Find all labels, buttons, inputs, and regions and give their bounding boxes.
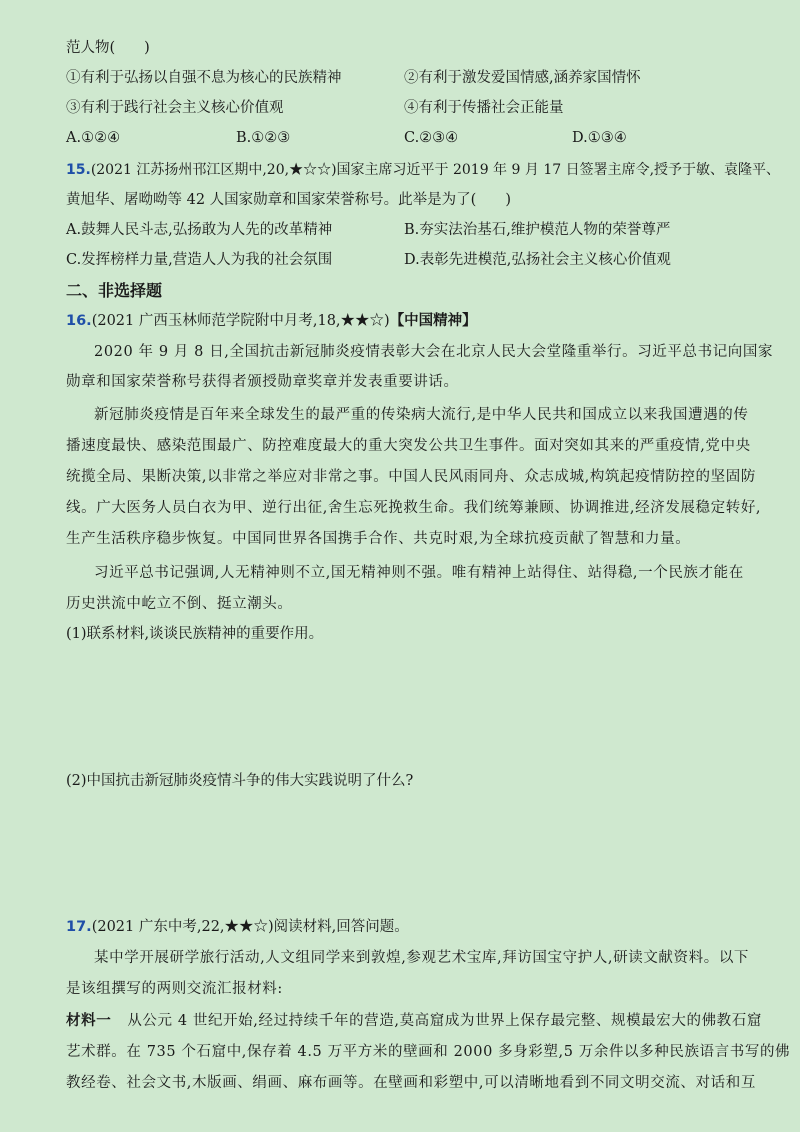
q16-paragraph-2-line-2: 播速度最快、感染范围最广、防控难度最大的重大突发公共卫生事件。面对突如其来的严重疫情,党中央 [66,438,751,454]
q16-source: (2021 广西玉林师范学院附中月考,18,★★☆) [91,313,390,329]
q16-paragraph-1-line-1: 2020 年 9 月 8 日,全国抗击新冠肺炎疫情表彰大会在北京人民大会堂隆重举行。习近平总书记向国家 [94,344,774,360]
q14-choice-b: B.①②③ [236,130,291,146]
q15-choice-c: C.发挥榜样力量,营造人人为我的社会氛围 [66,252,333,268]
q14-statement-3: ③有利于践行社会主义核心价值观 [66,100,284,116]
q14-choice-d: D.①③④ [572,130,627,146]
q14-statement-1: ①有利于弘扬以自强不息为核心的民族精神 [66,70,342,86]
q17-material-1-text: 从公元 4 世纪开始,经过持续千年的营造,莫高窟成为世界上保存最完整、规模最宏大的佛教石窟 [127,1013,762,1029]
q17-intro-line-2: 是该组撰写的两则交流汇报材料: [66,981,283,997]
section-heading: 二、非选择题 [66,281,163,300]
q16-paragraph-1-line-2: 勋章和国家荣誉称号获得者颁授勋章奖章并发表重要讲话。 [66,374,459,390]
q15-choice-a: A.鼓舞人民斗志,弘扬敢为人先的改革精神 [66,222,333,238]
q16-subquestion-1: (1)联系材料,谈谈民族精神的重要作用。 [66,626,324,642]
q16-subquestion-2: (2)中国抗击新冠肺炎疫情斗争的伟大实践说明了什么? [66,773,414,789]
q16-paragraph-2-line-4: 线。广大医务人员白衣为甲、逆行出征,舍生忘死挽救生命。我们统筹兼顾、协调推进,经济发展稳定转好, [66,500,762,516]
q15-choice-d: D.表彰先进模范,弘扬社会主义核心价值观 [404,252,671,268]
q16-paragraph-2-line-1: 新冠肺炎疫情是百年来全球发生的最严重的传染病大流行,是中华人民共和国成立以来我国遭遇的传 [94,407,749,423]
q15-stem-line-1 [66,160,780,180]
q15-stem-line-2: 黄旭华、屠呦呦等 42 人国家勋章和国家荣誉称号。此举是为了( ) [66,192,511,208]
q16-number: 16. [66,313,92,329]
q17-material-1-label: 材料一 [66,1013,112,1029]
q17-number: 17. [66,919,92,935]
q14-statement-2: ②有利于激发爱国情感,涵养家国情怀 [404,70,641,86]
q14-stem-tail: 范人物( ) [66,40,150,56]
q17-material-1-line-1 [66,1011,762,1031]
q17-header [66,917,409,937]
q17-stem: (2021 广东中考,22,★★☆)阅读材料,回答问题。 [91,919,409,935]
q16-paragraph-2-line-3: 统揽全局、果断决策,以非常之举应对非常之事。中国人民风雨同舟、众志成城,构筑起疫情防控的坚固防 [66,469,756,485]
q15-choice-b: B.夯实法治基石,维护模范人物的荣誉尊严 [404,222,671,238]
q15-stem-text: (2021 江苏扬州邗江区期中,20,★☆☆)国家主席习近平于 2019 年 9 月 17 日签署主席令,授予于敏、袁隆平、 [90,162,781,178]
q14-statement-4: ④有利于传播社会正能量 [404,100,564,116]
q16-paragraph-3-line-2: 历史洪流中屹立不倒、挺立潮头。 [66,596,293,612]
q17-intro-line-1: 某中学开展研学旅行活动,人文组同学来到敦煌,参观艺术宝库,拜访国宝守护人,研读文献资料。以下 [94,950,750,966]
q16-paragraph-3-line-1: 习近平总书记强调,人无精神则不立,国无精神则不强。唯有精神上站得住、站得稳,一个民族才能在 [94,565,744,581]
q15-number: 15. [66,162,91,178]
q16-paragraph-2-line-5: 生产生活秩序稳步恢复。中国同世界各国携手合作、共克时艰,为全球抗疫贡献了智慧和力量。 [66,531,691,547]
q17-material-1-line-2: 艺术群。在 735 个石窟中,保存着 4.5 万平方米的壁画和 2000 多身彩塑,5 万余件以多种民族语言书写的佛 [66,1044,791,1060]
q16-header [66,311,477,331]
q17-material-1-line-3: 教经卷、社会文书,木版画、绢画、麻布画等。在壁画和彩塑中,可以清晰地看到不同文明交流、对话和互 [66,1075,756,1091]
q14-choice-c: C.②③④ [404,130,459,146]
q16-tag: 【中国精神】 [389,313,477,329]
q14-choice-a: A.①②④ [66,130,121,146]
